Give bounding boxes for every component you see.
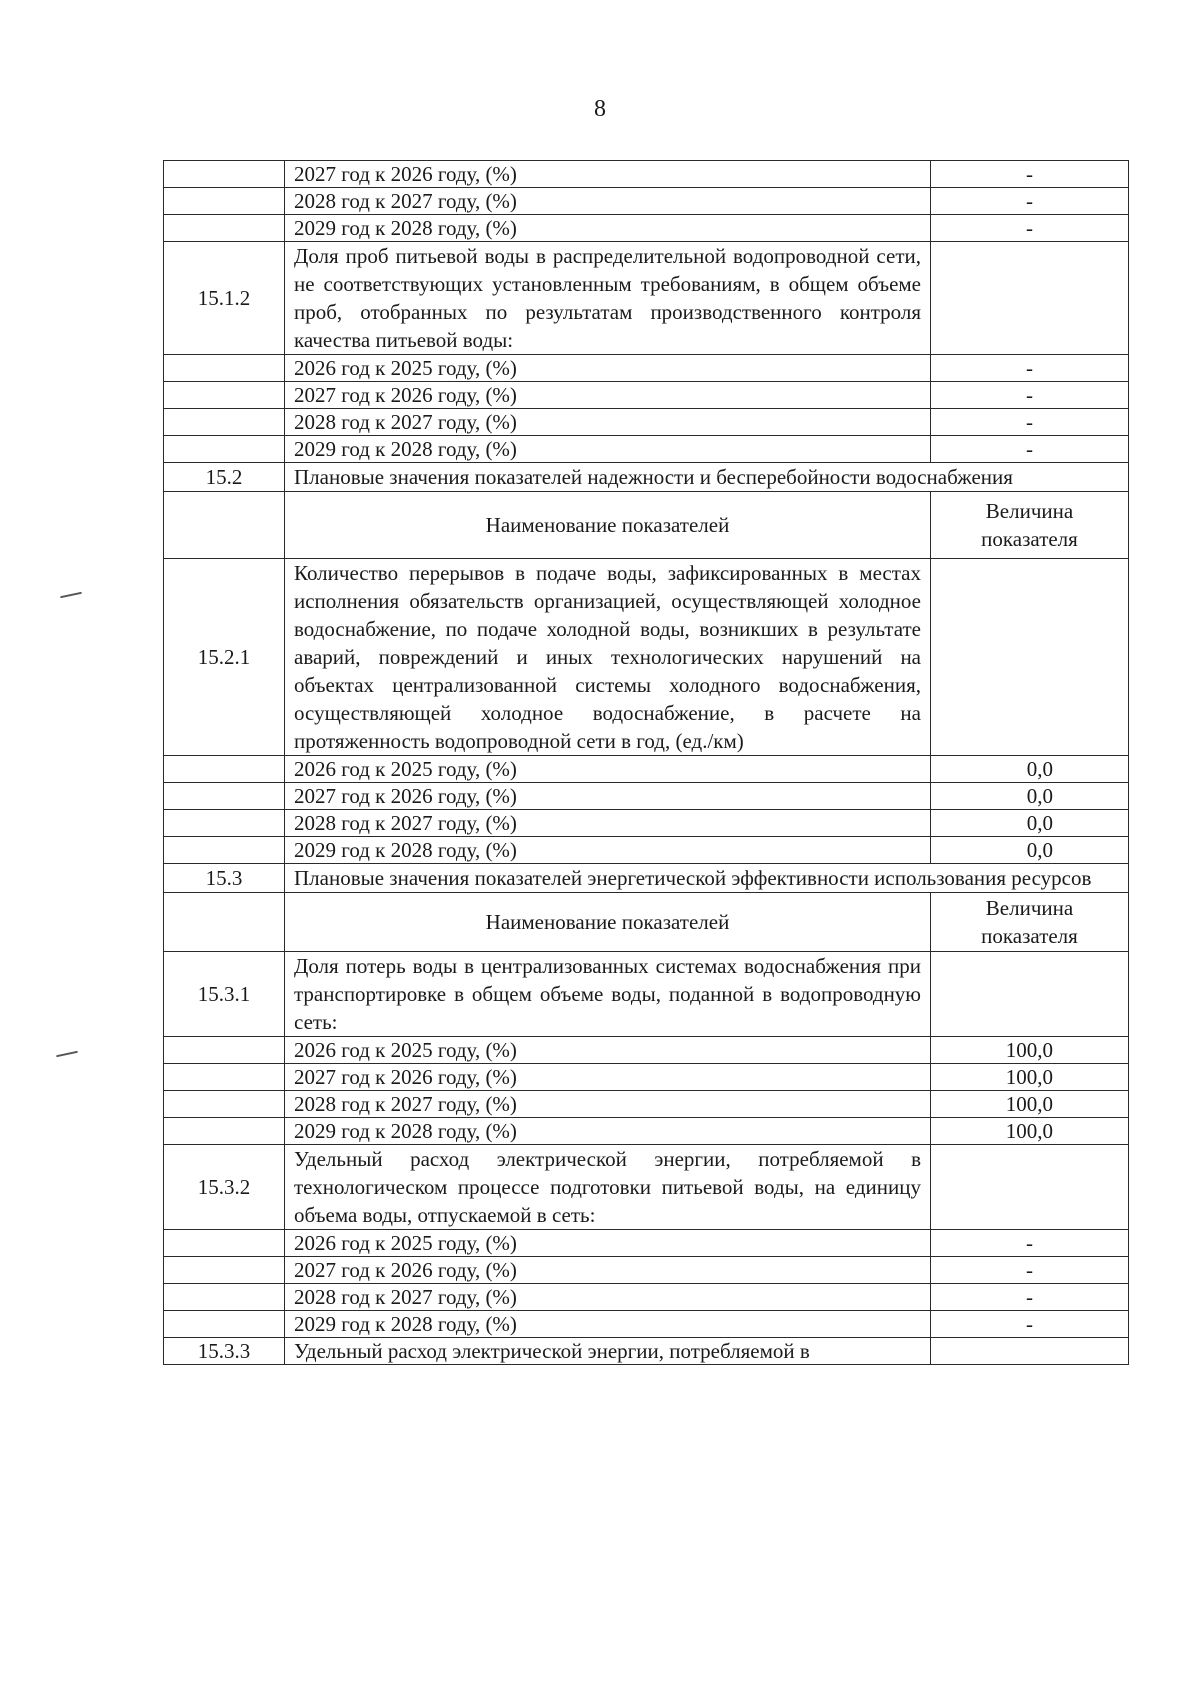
indicator-value: 0,0: [931, 783, 1129, 810]
table-row: [164, 1230, 1129, 1257]
row-number: [164, 783, 285, 810]
indicator-value: -: [931, 1230, 1129, 1257]
indicator-value: [931, 952, 1129, 1037]
page-number: 8: [594, 96, 606, 122]
indicator-value: [931, 559, 1129, 756]
indicator-description: Доля потерь воды в централизованных системах водоснабжения при транспортировке в общем объеме воды, поданной в водопроводную сеть:: [285, 952, 931, 1037]
row-number: [164, 188, 285, 215]
row-number: 15.3.3: [164, 1338, 285, 1365]
header-row: [164, 492, 1129, 559]
table-row: [164, 215, 1129, 242]
indicator-value: -: [931, 436, 1129, 463]
row-number: 15.3.2: [164, 1145, 285, 1230]
table-row: [164, 810, 1129, 837]
indicator-period: 2026 год к 2025 году, (%): [285, 1037, 931, 1064]
row-number: 15.3.1: [164, 952, 285, 1037]
table-row: [164, 1145, 1129, 1230]
indicator-value: 100,0: [931, 1064, 1129, 1091]
table-row: [164, 1311, 1129, 1338]
table-row: [164, 1064, 1129, 1091]
table-row: [164, 161, 1129, 188]
indicator-value: 0,0: [931, 756, 1129, 783]
row-number: [164, 161, 285, 188]
table-row: [164, 1284, 1129, 1311]
indicator-description: Удельный расход электрической энергии, потребляемой в технологическом процессе подготовки питьевой воды, на единицу объема воды, отпускаемой в сеть:: [285, 1145, 931, 1230]
indicator-period: 2026 год к 2025 году, (%): [285, 355, 931, 382]
column-header-value: Величина показателя: [931, 893, 1129, 952]
table-row: [164, 242, 1129, 355]
row-number: [164, 1091, 285, 1118]
table-row: [164, 559, 1129, 756]
indicator-period: 2029 год к 2028 году, (%): [285, 1311, 931, 1338]
table-row: [164, 1257, 1129, 1284]
table-row: [164, 783, 1129, 810]
section-number: 15.3: [164, 864, 285, 893]
row-number: 15.2.1: [164, 559, 285, 756]
row-number: [164, 1257, 285, 1284]
indicator-period: 2026 год к 2025 году, (%): [285, 1230, 931, 1257]
column-header-name: Наименование показателей: [285, 492, 931, 559]
row-number: 15.1.2: [164, 242, 285, 355]
column-header-value: Величина показателя: [931, 492, 1129, 559]
indicator-description: Доля проб питьевой воды в распределительной водопроводной сети, не соответствующих установленным требованиям, в общем объеме проб, отобранных по результатам производственного контроля качества питьевой воды:: [285, 242, 931, 355]
indicator-period: 2028 год к 2027 году, (%): [285, 409, 931, 436]
row-number: [164, 382, 285, 409]
table-row: [164, 1338, 1129, 1365]
row-number: [164, 355, 285, 382]
table-row: [164, 952, 1129, 1037]
section-title: Плановые значения показателей надежности и бесперебойности водоснабжения: [285, 463, 1129, 492]
indicator-value: -: [931, 215, 1129, 242]
indicator-period: 2027 год к 2026 году, (%): [285, 1064, 931, 1091]
section-title: Плановые значения показателей энергетической эффективности использования ресурсов: [285, 864, 1129, 893]
row-number: [164, 893, 285, 952]
indicator-value: 100,0: [931, 1037, 1129, 1064]
indicator-period: 2027 год к 2026 году, (%): [285, 1257, 931, 1284]
indicator-period: 2028 год к 2027 году, (%): [285, 188, 931, 215]
section-row: [164, 463, 1129, 492]
row-number: [164, 1284, 285, 1311]
indicator-period: 2029 год к 2028 году, (%): [285, 215, 931, 242]
row-number: [164, 1230, 285, 1257]
indicator-value: -: [931, 382, 1129, 409]
row-number: [164, 492, 285, 559]
table-row: [164, 1091, 1129, 1118]
indicator-period: 2027 год к 2026 году, (%): [285, 161, 931, 188]
indicator-value: -: [931, 1257, 1129, 1284]
table-row: [164, 409, 1129, 436]
indicator-period: 2029 год к 2028 году, (%): [285, 837, 931, 864]
row-number: [164, 1037, 285, 1064]
indicator-period: 2027 год к 2026 году, (%): [285, 783, 931, 810]
table-row: [164, 436, 1129, 463]
table-row: [164, 837, 1129, 864]
row-number: [164, 1118, 285, 1145]
section-row: [164, 864, 1129, 893]
indicator-period: 2028 год к 2027 году, (%): [285, 1284, 931, 1311]
row-number: [164, 1311, 285, 1338]
scan-artifact: [60, 592, 82, 599]
row-number: [164, 837, 285, 864]
indicator-description: Удельный расход электрической энергии, потребляемой в: [285, 1338, 931, 1365]
indicator-value: -: [931, 161, 1129, 188]
indicator-value: 0,0: [931, 837, 1129, 864]
table-row: [164, 1037, 1129, 1064]
scan-artifact: [56, 1051, 78, 1058]
indicator-value: 100,0: [931, 1118, 1129, 1145]
table-row: [164, 355, 1129, 382]
indicator-period: 2028 год к 2027 году, (%): [285, 810, 931, 837]
table-row: [164, 382, 1129, 409]
indicator-period: 2028 год к 2027 году, (%): [285, 1091, 931, 1118]
column-header-name: Наименование показателей: [285, 893, 931, 952]
indicator-description: Количество перерывов в подаче воды, зафиксированных в местах исполнения обязательств организацией, осуществляющей холодное водоснабжение, по подаче холодной воды, возникших в результате аварий, повреждений и иных технологических нарушений на объектах централизованной системы холодного водоснабжения, осуществляющей холодное водоснабжение, в расчете на протяженность водопроводной сети в год, (ед./км): [285, 559, 931, 756]
row-number: [164, 409, 285, 436]
indicator-value: -: [931, 355, 1129, 382]
row-number: [164, 215, 285, 242]
row-number: [164, 1064, 285, 1091]
row-number: [164, 756, 285, 783]
indicator-value: [931, 1338, 1129, 1365]
indicator-period: 2027 год к 2026 году, (%): [285, 382, 931, 409]
table-row: [164, 1118, 1129, 1145]
indicator-value: -: [931, 409, 1129, 436]
header-row: [164, 893, 1129, 952]
indicator-value: -: [931, 1284, 1129, 1311]
section-number: 15.2: [164, 463, 285, 492]
indicator-value: [931, 242, 1129, 355]
indicators-table: [163, 160, 1129, 1365]
indicator-period: 2029 год к 2028 году, (%): [285, 436, 931, 463]
indicator-value: 100,0: [931, 1091, 1129, 1118]
indicator-value: 0,0: [931, 810, 1129, 837]
table-row: [164, 756, 1129, 783]
table-row: [164, 188, 1129, 215]
indicator-period: 2029 год к 2028 году, (%): [285, 1118, 931, 1145]
row-number: [164, 436, 285, 463]
indicator-value: -: [931, 1311, 1129, 1338]
row-number: [164, 810, 285, 837]
indicator-value: [931, 1145, 1129, 1230]
indicator-value: -: [931, 188, 1129, 215]
indicator-period: 2026 год к 2025 году, (%): [285, 756, 931, 783]
